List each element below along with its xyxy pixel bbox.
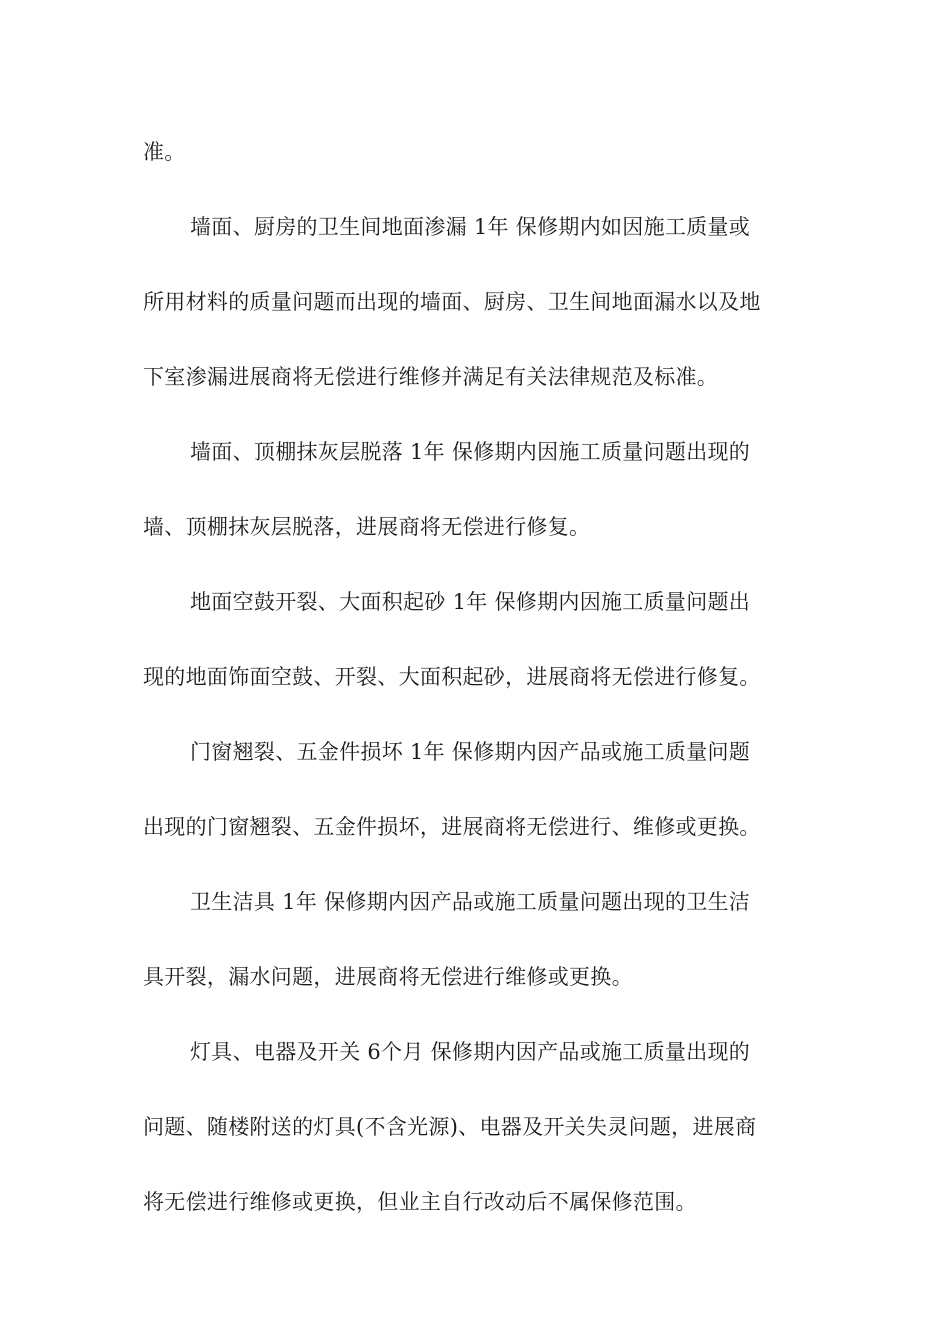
text-line-paragraph-start: 门窗翘裂、五金件损坏 1年 保修期内因产品或施工质量问题 — [190, 740, 751, 764]
text-line: 现的地面饰面空鼓、开裂、大面积起砂，进展商将无偿进行修复。 — [143, 665, 761, 689]
text-line-paragraph-start: 地面空鼓开裂、大面积起砂 1年 保修期内因施工质量问题出 — [190, 590, 751, 614]
text-line-paragraph-start: 墙面、厨房的卫生间地面渗漏 1年 保修期内如因施工质量或 — [190, 215, 751, 239]
text-line-paragraph-start: 灯具、电器及开关 6个月 保修期内因产品或施工质量出现的 — [190, 1040, 751, 1064]
text-line: 具开裂，漏水问题，进展商将无偿进行维修或更换。 — [143, 965, 633, 989]
text-line: 下室渗漏进展商将无偿进行维修并满足有关法律规范及标准。 — [143, 365, 719, 389]
text-line-paragraph-start: 卫生洁具 1年 保修期内因产品或施工质量问题出现的卫生洁 — [190, 890, 751, 914]
text-line: 所用材料的质量问题而出现的墙面、厨房、卫生间地面漏水以及地 — [143, 290, 761, 314]
text-line: 墙、顶棚抹灰层脱落，进展商将无偿进行修复。 — [143, 515, 591, 539]
text-line: 将无偿进行维修或更换，但业主自行改动后不属保修范围。 — [143, 1190, 697, 1214]
text-line-paragraph-start: 墙面、顶棚抹灰层脱落 1年 保修期内因施工质量问题出现的 — [190, 440, 751, 464]
text-line: 问题、随楼附送的灯具(不含光源)、电器及开关失灵问题，进展商 — [143, 1115, 757, 1139]
text-line-continuation: 准。 — [143, 140, 186, 164]
text-line: 出现的门窗翘裂、五金件损坏，进展商将无偿进行、维修或更换。 — [143, 815, 761, 839]
